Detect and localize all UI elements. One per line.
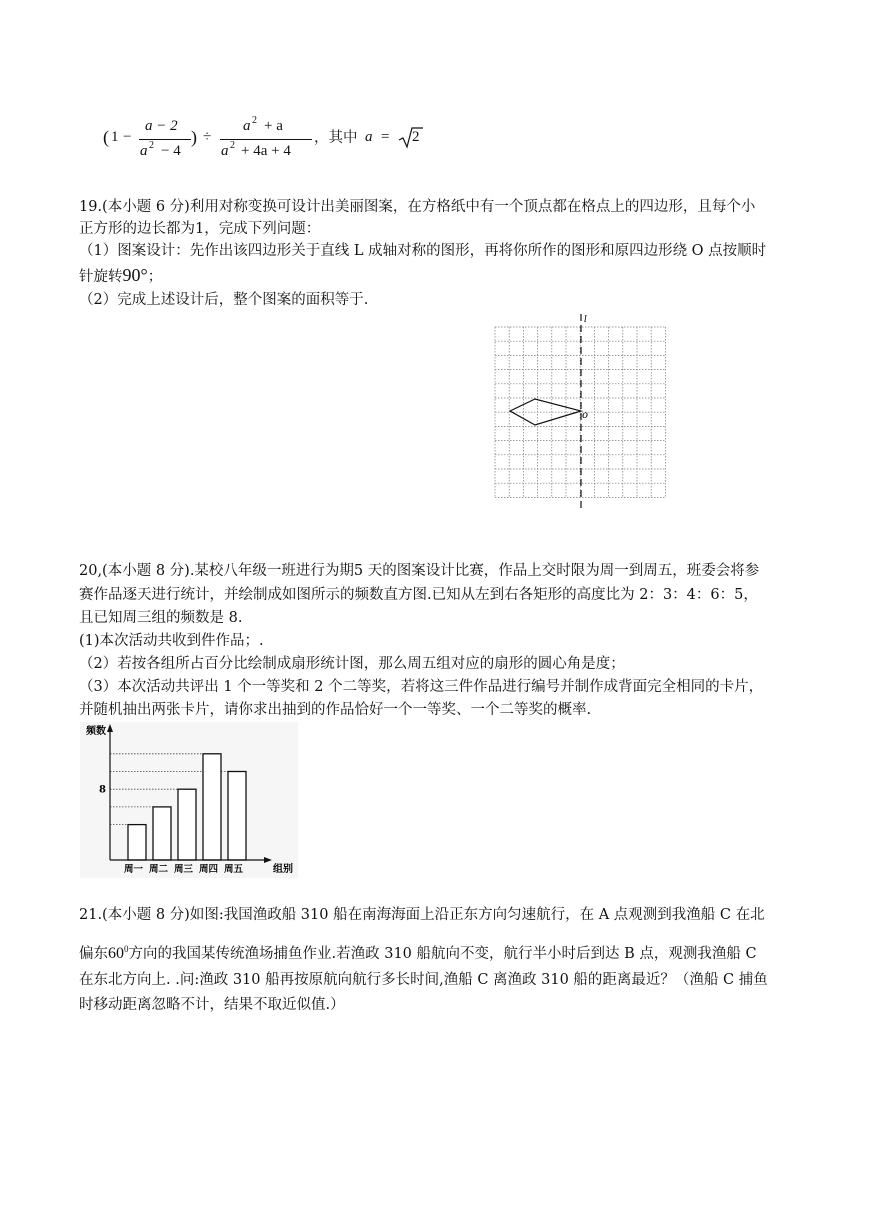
- q20-line-7: 并随机抽出两张卡片，请你求出抽到的作品恰好一个一等奖、一个二等奖的概率.: [79, 702, 592, 718]
- q21-line-1: 21.(本小题 8 分)如图:我国渔政船 310 船在南海海面上沿正东方向匀速航行，在 A 点观测到我渔船 C 在北: [79, 907, 765, 923]
- formula-var-a: a: [365, 129, 373, 145]
- q19-line-1: 19.(本小题 6 分)利用对称变换可设计出美丽图案，在方格纸中有一个顶点都在格点上的四边形，且每个小: [79, 199, 756, 215]
- category-label-周五: 周五: [224, 864, 244, 875]
- y-axis-label: 频数: [86, 726, 106, 737]
- frac2-num-var: a: [243, 118, 251, 134]
- q20-line-2: 赛作品逐天进行统计，并绘制成如图所示的频数直方图.已知从左到右各矩形的高度比为 2：3：4：6：5，: [79, 587, 758, 603]
- sqrt-sign: [398, 126, 424, 150]
- q20-line-1: 20,(本小题 8 分).某校八年级一班进行为期5 天的图案设计比赛，作品上交时限为周一到周五，班委会将参: [79, 563, 760, 579]
- q21-angle: 60: [108, 944, 124, 962]
- label-l: l: [584, 315, 587, 325]
- q19-line-2: 正方形的边长都为1，完成下列问题：: [79, 221, 321, 237]
- bar-周二: [153, 807, 171, 860]
- q21-line-4: 时移动距离忽略不计，结果不取近似值.）: [79, 997, 345, 1013]
- formula-equals: =: [381, 129, 390, 145]
- category-label-周二: 周二: [149, 864, 169, 875]
- q20-line-4: (1)本次活动共收到件作品；.: [79, 633, 264, 649]
- frac1-bar: [139, 139, 191, 140]
- label-o: o: [582, 410, 589, 421]
- chart-categories: [124, 863, 244, 875]
- q19-angle: 90°: [122, 265, 148, 285]
- category-label-周一: 周一: [124, 864, 144, 875]
- formula-one: 1: [111, 129, 119, 145]
- q19-line-5: （2）完成上述设计后，整个图案的面积等于.: [79, 292, 369, 308]
- frac2-num-rest: + a: [264, 118, 283, 134]
- bar-周三: [178, 789, 196, 860]
- q21-line-3: 在东北方向上. .问:渔政 310 船再按原航向航行多长时间,渔船 C 离渔政 310 船的距离最近？（渔船 C 捕鱼: [79, 972, 768, 988]
- frac1-den-rest: − 4: [161, 143, 181, 159]
- formula-rparen: ): [191, 127, 197, 147]
- frequency-histogram: [80, 722, 300, 880]
- category-label-周三: 周三: [174, 864, 194, 875]
- formula-div: ÷: [203, 129, 212, 145]
- q21-line-2: [79, 938, 757, 965]
- frac2-den-exp: 2: [230, 140, 235, 151]
- q19-line-4: [79, 264, 162, 288]
- q20-line-3: 且已知周三组的频数是 8.: [79, 610, 243, 626]
- q20-line-5: （2）若按各组所占百分比绘制成扇形统计图，那么周五组对应的扇形的圆心角是度；: [79, 656, 625, 672]
- bar-周四: [203, 754, 221, 860]
- q19-line-3: （1）图案设计：先作出该四边形关于直线 L 成轴对称的图形，再将你所作的图形和原四边形绕 O 点按顺时: [79, 243, 767, 259]
- q19-line-4-end: ；: [147, 269, 163, 285]
- category-label-周四: 周四: [199, 864, 219, 875]
- frac2-den-var: a: [221, 143, 229, 159]
- x-axis-label: 组别: [273, 864, 293, 875]
- formula-lparen: (: [103, 127, 109, 147]
- frac2-den-rest: + 4a + 4: [241, 143, 291, 159]
- frac1-numerator: a − 2: [145, 118, 178, 134]
- bar-周五: [228, 772, 246, 861]
- formula-minus: −: [123, 129, 132, 145]
- grid-figure: [490, 312, 670, 512]
- q21-line-2-end: 方向的我国某传统渔场捕鱼作业.若渔政 310 船航向不变，航行半小时后到达 B 点，观测我渔船 C: [128, 945, 757, 962]
- frac1-den-exp: 2: [149, 140, 154, 151]
- q21-line-2-start: 偏东: [79, 945, 108, 962]
- formula-where: ，其中: [314, 130, 358, 146]
- grid-lines: [495, 327, 665, 497]
- q21-degree: 0: [124, 944, 129, 954]
- q19-line-4-start: 针旋转: [79, 269, 123, 285]
- bar-周一: [128, 825, 146, 860]
- y-tick-label: 8: [99, 784, 106, 796]
- frac2-num-exp: 2: [252, 115, 257, 126]
- frac1-den-var: a: [140, 143, 148, 159]
- sqrt-argument: 2: [412, 129, 420, 145]
- q20-line-6: （3）本次活动共评出 1 个一等奖和 2 个二等奖，若将这三件作品进行编号并制作成背面完全相同的卡片，: [79, 679, 764, 695]
